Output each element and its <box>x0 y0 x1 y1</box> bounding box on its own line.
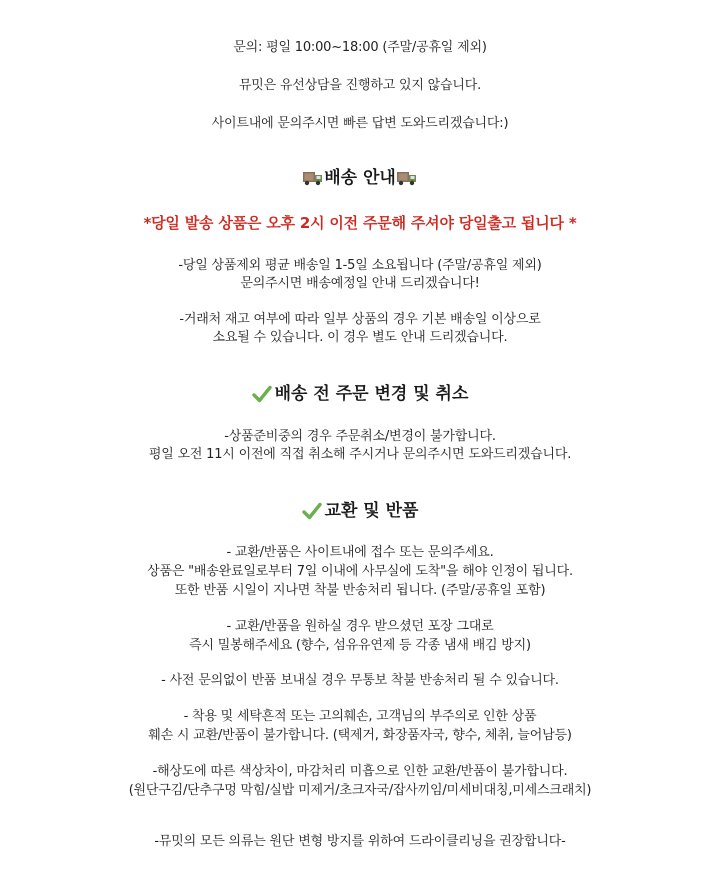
shipping-heading <box>0 165 720 191</box>
cancel-title: 배송 전 주문 변경 및 취소 <box>274 384 469 404</box>
shipping-line: 문의주시면 배송예정일 안내 드리겠습니다! <box>240 276 480 291</box>
returns-line: - 착용 및 세탁흔적 또는 고의훼손, 고객님의 부주의로 인한 상품 <box>183 709 537 724</box>
truck-icon <box>397 170 417 186</box>
contact-hours: 문의: 평일 10:00~18:00 (주말/공휴일 제외) <box>233 40 487 55</box>
same-day-notice: *당일 발송 상품은 오후 2시 이전 주문해 주셔야 당일출고 됩니다 * <box>143 214 577 232</box>
returns-line: 상품은 "배송완료일로부터 7일 이내에 사무실에 도착"을 해야 인정이 됩니다. <box>147 564 573 579</box>
returns-line: 또한 반품 시일이 지나면 착불 반송처리 됩니다. (주말/공휴일 포함) <box>174 583 546 598</box>
check-mark-icon <box>302 501 322 521</box>
returns-line: -해상도에 따른 색상차이, 마감처리 미흡으로 인한 교환/반품이 불가합니다. <box>152 764 568 779</box>
returns-line: (원단구김/단추구멍 막힘/실밥 미제거/초크자국/잡사끼임/미세비대칭,미세스크래치) <box>128 783 592 798</box>
returns-line: 훼손 시 교환/반품이 불가합니다. (택제거, 화장품자국, 향수, 체취, 늘어남등) <box>148 728 572 743</box>
contact-no-phone: 뮤밋은 유선상담을 진행하고 있지 않습니다. <box>238 78 482 93</box>
returns-heading <box>0 498 720 524</box>
cancel-line: -상품준비중의 경우 주문취소/변경이 불가합니다. <box>224 429 496 444</box>
returns-title: 교환 및 반품 <box>324 501 419 521</box>
returns-line: - 사전 문의없이 반품 보내실 경우 무통보 착불 반송처리 될 수 있습니다. <box>161 673 559 688</box>
dry-cleaning-note: -뮤밋의 모든 의류는 원단 변형 방지를 위하여 드라이클리닝을 권장합니다- <box>154 834 566 849</box>
returns-line: - 교환/반품은 사이트내에 접수 또는 문의주세요. <box>226 545 494 560</box>
cancel-heading <box>0 381 720 407</box>
shipping-line: 소요될 수 있습니다. 이 경우 별도 안내 드리겠습니다. <box>212 330 508 345</box>
shipping-line: -당일 상품제외 평균 배송일 1-5일 소요됩니다 (주말/공휴일 제외) <box>178 258 542 273</box>
returns-line: - 교환/반품을 원하실 경우 받으셨던 포장 그대로 <box>226 619 494 634</box>
shipping-line: -거래처 재고 여부에 따라 일부 상품의 경우 기본 배송일 이상으로 <box>179 312 541 327</box>
contact-site-inquiry: 사이트내에 문의주시면 빠른 답변 도와드리겠습니다:) <box>211 116 509 131</box>
shipping-title: 배송 안내 <box>324 168 396 188</box>
truck-icon <box>303 170 323 186</box>
cancel-line: 평일 오전 11시 이전에 직접 취소해 주시거나 문의주시면 도와드리겠습니다. <box>148 447 572 462</box>
returns-line: 즉시 밀봉해주세요 (향수, 섬유유연제 등 각종 냄새 배김 방지) <box>189 638 531 653</box>
check-mark-icon <box>252 384 272 404</box>
